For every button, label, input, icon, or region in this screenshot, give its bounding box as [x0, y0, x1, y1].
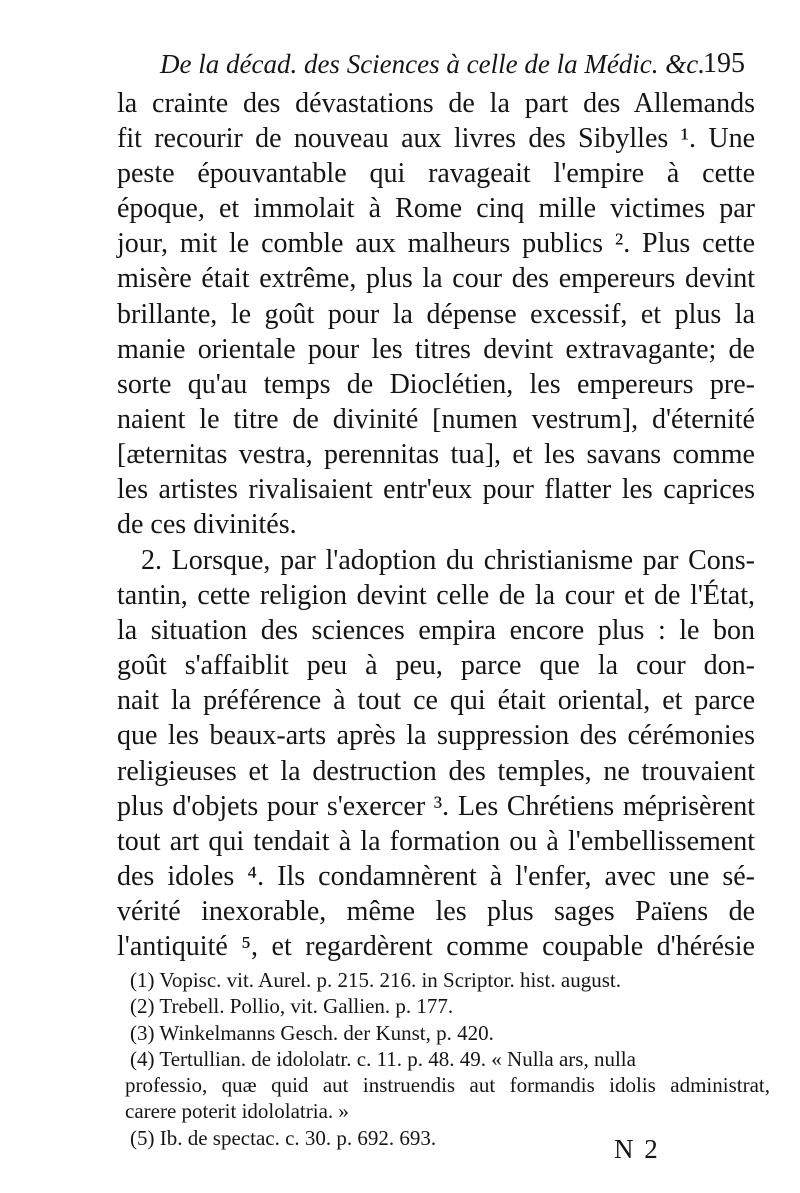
text-line: la crainte des dévastations de la part des Allemands [117, 88, 755, 119]
text-line: sorte qu'au temps de Dioclétien, les empereurs pre- [117, 368, 755, 400]
text-line: brillante, le goût pour la dépense excessif, et plus la [117, 298, 755, 330]
text-line: vérité inexorable, même les plus sages Païens de [117, 895, 755, 927]
text-line: tantin, cette religion devint celle de la cour et de l'État, [117, 580, 755, 612]
text-line: 2. Lorsque, par l'adoption du christianisme par Cons- [141, 545, 755, 576]
footnote: (5) Ib. de spectac. c. 30. p. 692. 693. [130, 1125, 437, 1150]
signature-mark: N 2 [614, 1134, 660, 1164]
footnote: (2) Trebell. Pollio, vit. Gallien. p. 177. [130, 994, 454, 1019]
footnotes [125, 967, 770, 1151]
text-line: fit recourir de nouveau aux livres des Sibylles ¹. Une [117, 123, 755, 155]
page-header [160, 44, 745, 84]
text-line: des idoles ⁴. Ils condamnèrent à l'enfer, avec une sé- [117, 860, 755, 892]
text-line: [æternitas vestra, perennitas tua], et les savans comme [117, 438, 755, 470]
text-line: les artistes rivalisaient entr'eux pour flatter les caprices [117, 474, 755, 506]
text-line: époque, et immolait à Rome cinq mille victimes par [117, 193, 755, 225]
paragraph-1 [117, 86, 755, 542]
text-line: tout art qui tendait à la formation ou à l'embellissement [117, 825, 755, 857]
text-line: religieuses et la destruction des temples, ne trouvaient [117, 755, 755, 787]
text-line: naient le titre de divinité [numen vestrum], d'éternité [117, 403, 755, 435]
text-line: peste épouvantable qui ravageait l'empire à cette [117, 158, 755, 190]
text-line: de ces divinités. [117, 509, 297, 541]
footnote-continuation: professio, quæ quid aut instruendis aut formandis idolis administrat, [125, 1073, 770, 1098]
paragraph-2 [117, 543, 755, 964]
text-line: l'antiquité ⁵, et regardèrent comme coupable d'hérésie [117, 931, 755, 963]
text-line: que les beaux-arts après la suppression des cérémonies [117, 720, 755, 752]
text-line: plus d'objets pour s'exercer ³. Les Chrétiens méprisèrent [117, 790, 755, 822]
footnote: (1) Vopisc. vit. Aurel. p. 215. 216. in Scriptor. hist. august. [130, 968, 621, 992]
text-line: jour, mit le comble aux malheurs publics ². Plus cette [117, 228, 755, 260]
page-number: 195 [703, 48, 745, 79]
text-line: manie orientale pour les titres devint extravagante; de [117, 333, 755, 365]
text-line: goût s'affaiblit peu à peu, parce que la cour don- [117, 650, 755, 682]
footnote: (3) Winkelmanns Gesch. der Kunst, p. 420. [130, 1020, 494, 1045]
running-title: De la décad. des Sciences à celle de la Médic. &c. [160, 49, 706, 79]
text-line: la situation des sciences empira encore plus : le bon [117, 615, 755, 647]
text-line: misère était extrême, plus la cour des empereurs devint [117, 263, 755, 295]
footnote-continuation: carere poterit idololatria. » [125, 1099, 349, 1124]
text-line: nait la préférence à tout ce qui était oriental, et parce [117, 685, 755, 717]
footnote: (4) Tertullian. de idololatr. c. 11. p. 48. 49. « Nulla ars, nulla [130, 1046, 636, 1071]
